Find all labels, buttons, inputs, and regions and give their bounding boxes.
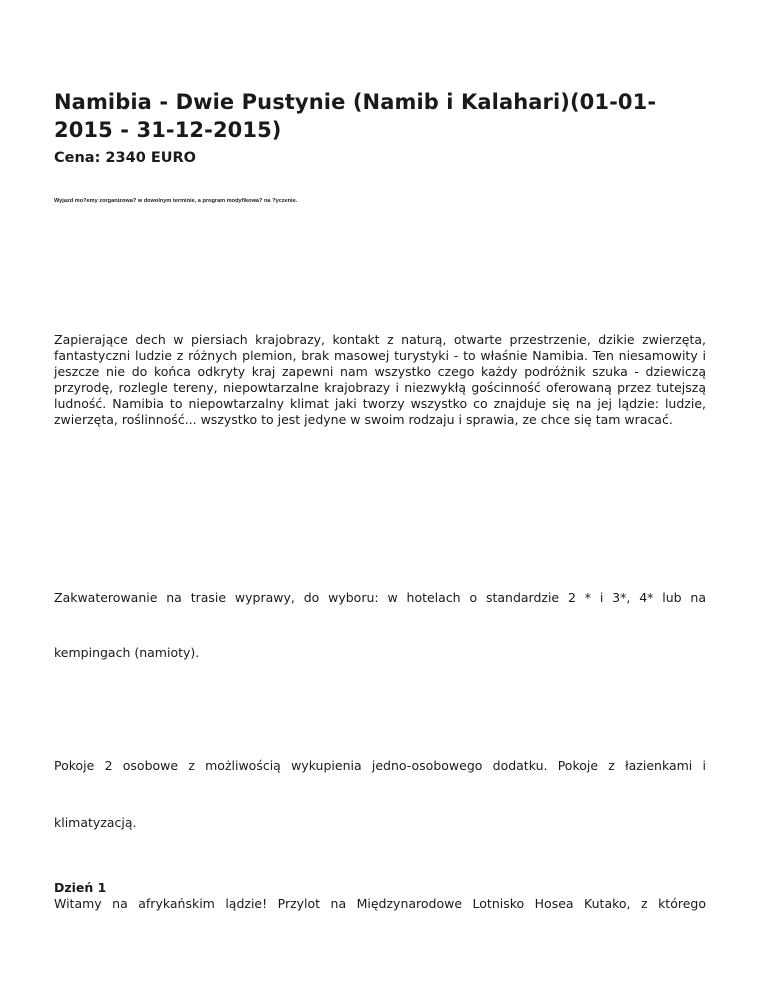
accommodation-text-line-2: kempingach (namioty). [54, 645, 200, 660]
scheduling-note: Wyjazd mo?emy zorganizowa? w dowolnym terminie, a program modyfikowa? na ?yczenie. [54, 198, 298, 204]
day-1-heading: Dzień 1 [54, 880, 107, 895]
rooms-text-line-1: Pokoje 2 osobowe z możliwością wykupienia jedno-osobowego dodatku. Pokoje z łazienkami i [54, 758, 706, 773]
rooms-text-line-2: klimatyzacją. [54, 815, 137, 830]
intro-paragraph: Zapierające dech w piersiach krajobrazy, kontakt z naturą, otwarte przestrzenie, dzikie zwierzęta, fantastyczni ludzie z różnych plemion, brak masowej turystyki - to właśnie Namibia. Ten niesamowity i jeszcze nie do końca odkryty kraj zapewni nam wszystko czego każdy podróżnik szuka - dziewiczą przyrodę, rozlegle tereny, niepowtarzalne krajobrazy i niezwykłą gościnność oferowaną przez tutejszą ludność. Namibia to niepowtarzalny klimat jaki tworzy wszystko co znajduje się na jej lądzie: ludzie, zwierzęta, roślinność... wszystko to jest jedyne w swoim rodzaju i sprawia, ze chce się tam wracać. [54, 332, 706, 427]
day-1-text: Witamy na afrykańskim lądzie! Przylot na Międzynarodowe Lotnisko Hosea Kutako, z którego [54, 896, 706, 911]
accommodation-text-line-1: Zakwaterowanie na trasie wyprawy, do wyboru: w hotelach o standardzie 2 * i 3*, 4* lub na [54, 590, 706, 605]
trip-price: Cena: 2340 EURO [54, 150, 197, 166]
trip-title: Namibia - Dwie Pustynie (Namib i Kalahari)(01-01-2015 - 31-12-2015) [54, 90, 657, 142]
